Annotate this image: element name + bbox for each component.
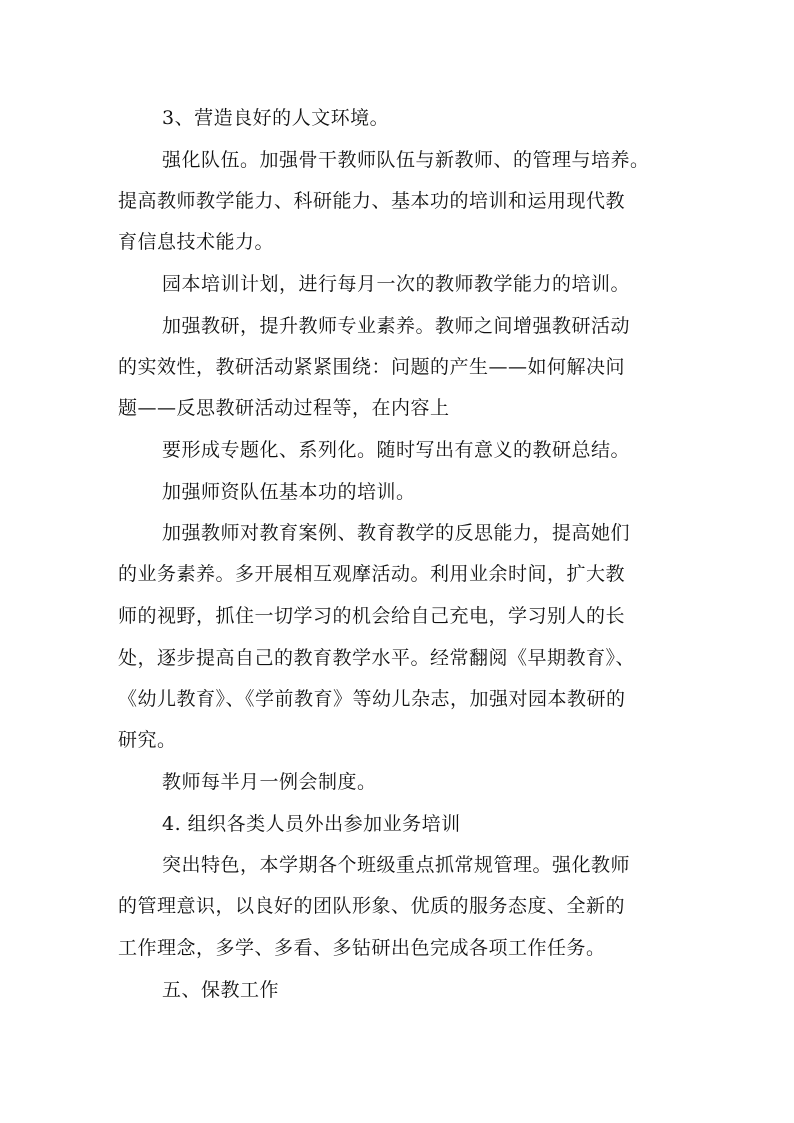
paragraph-line: 突出特色，本学期各个班级重点抓常规管理。强化教师 <box>162 854 631 876</box>
heading-humanities-environment: 3、营造良好的人文环境。 <box>162 107 390 129</box>
paragraph-line: 师的视野，抓住一切学习的机会给自己充电，学习别人的长 <box>118 605 626 627</box>
paragraph-line: 的实效性，教研活动紧紧围绕：问题的产生——如何解决问 <box>118 356 626 378</box>
paragraph-line: 教师每半月一例会制度。 <box>162 771 377 793</box>
heading-external-training: 4. 组织各类人员外出参加业务培训 <box>162 813 461 835</box>
paragraph-line: 的业务素养。多开展相互观摩活动。利用业余时间，扩大教 <box>118 563 626 585</box>
paragraph-line: 加强师资队伍基本功的培训。 <box>162 481 416 503</box>
paragraph-line: 《幼儿教育》、《学前教育》等幼儿杂志，加强对园本教研的 <box>118 688 626 710</box>
paragraph-line: 工作理念，多学、多看、多钻研出色完成各项工作任务。 <box>118 937 606 959</box>
paragraph-line: 处，逐步提高自己的教育教学水平。经常翻阅《早期教育》、 <box>118 647 636 669</box>
paragraph-line: 提高教师教学能力、科研能力、基本功的培训和运用现代教 <box>118 190 626 212</box>
paragraph-line: 要形成专题化、系列化。随时写出有意义的教研总结。 <box>162 439 631 461</box>
paragraph-line: 强化队伍。加强骨干教师队伍与新教师、的管理与培养。 <box>162 149 650 171</box>
paragraph-line: 题——反思教研活动过程等，在内容上 <box>118 397 450 419</box>
paragraph-line: 加强教研，提升教师专业素养。教师之间增强教研活动 <box>162 315 631 337</box>
paragraph-line: 园本培训计划，进行每月一次的教师教学能力的培训。 <box>162 273 631 295</box>
heading-care-education-work: 五、保教工作 <box>162 979 280 1001</box>
paragraph-line: 研究。 <box>118 729 177 751</box>
paragraph-line: 的管理意识，以良好的团队形象、优质的服务态度、全新的 <box>118 895 626 917</box>
paragraph-line: 育信息技术能力。 <box>118 231 275 253</box>
paragraph-line: 加强教师对教育案例、教育教学的反思能力，提高她们 <box>162 522 631 544</box>
